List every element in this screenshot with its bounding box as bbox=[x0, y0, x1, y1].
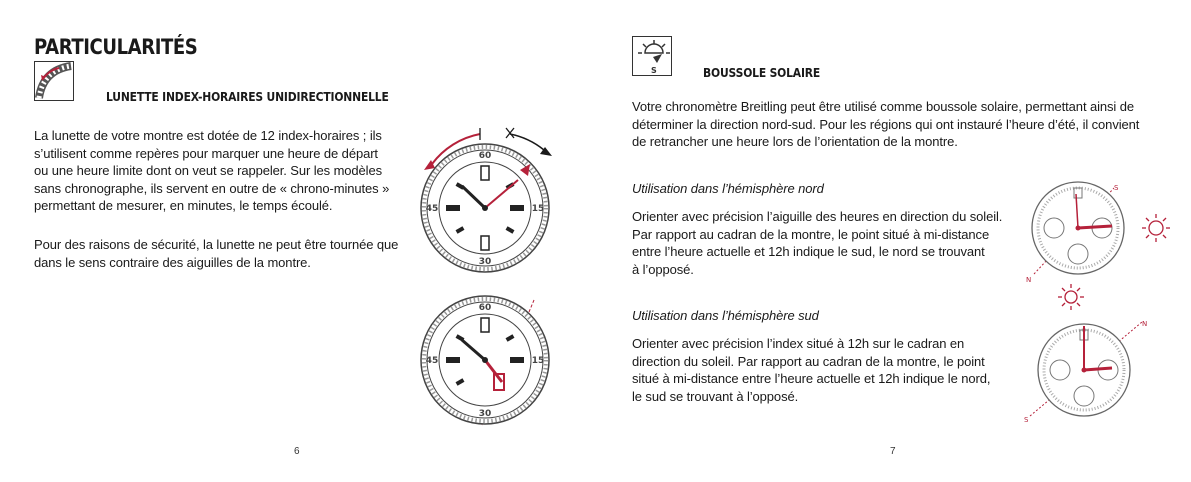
right-page bbox=[596, 0, 1191, 482]
bezel-icon bbox=[34, 61, 74, 101]
text-line: Orienter avec précision l’index situé à 12h sur le cadran en bbox=[632, 336, 965, 351]
bezel-label-60: 60 bbox=[478, 303, 492, 313]
sun-icon bbox=[1142, 214, 1170, 242]
sun-icon bbox=[1056, 282, 1086, 312]
sun-compass-intro bbox=[632, 98, 1139, 151]
south-hemisphere-heading: Utilisation dans l’hémisphère sud bbox=[632, 308, 819, 323]
bezel-label-60: 60 bbox=[478, 151, 492, 161]
bezel-label-15: 15 bbox=[531, 356, 545, 366]
text-line: dans le sens contraire des aiguilles de la montre. bbox=[34, 254, 311, 270]
text-line: de retrancher une heure lors de l’orientation de la montre. bbox=[632, 134, 958, 149]
north-hemisphere-instructions bbox=[632, 208, 1002, 278]
sun-compass-icon bbox=[632, 36, 672, 76]
text-line: Orienter avec précision l’aiguille des heures en direction du soleil. bbox=[632, 209, 1003, 224]
watch-bezel-marker-illustration bbox=[410, 290, 580, 440]
text-line: entre l’heure actuelle et 12h indique le sud, le nord se trouvant bbox=[632, 244, 985, 259]
bezel-label-45: 45 bbox=[425, 356, 439, 366]
compass-north-start-label: N bbox=[1026, 276, 1032, 284]
north-hemisphere-heading: Utilisation dans l’hémisphère nord bbox=[632, 181, 824, 196]
left-page bbox=[0, 0, 595, 482]
text-line: permettant de mesurer, en minutes, le temps écoulé. bbox=[34, 198, 333, 213]
text-line: Pour des raisons de sécurité, la lunette ne peut être tournée que bbox=[34, 237, 399, 252]
section-title-sun-compass: BOUSSOLE SOLAIRE bbox=[703, 65, 821, 80]
bezel-label-30: 30 bbox=[478, 409, 492, 419]
compass-south-start-label: S bbox=[1024, 416, 1029, 424]
page-title: PARTICULARITÉS bbox=[34, 35, 198, 59]
text-line: s’utilisent comme repères pour marquer une heure de départ bbox=[34, 145, 378, 161]
text-line: déterminer la direction nord-sud. Pour les régions qui ont instauré l’heure d’été, il convient bbox=[632, 116, 1140, 132]
compass-north-end-label: S bbox=[1114, 184, 1119, 192]
south-hemisphere-instructions bbox=[632, 335, 990, 405]
text-line: à l’opposé. bbox=[632, 261, 694, 277]
text-line: Par rapport au cadran de la montre, le point situé à mi-distance bbox=[632, 226, 990, 242]
bezel-safety-note bbox=[34, 236, 398, 271]
text-line: Votre chronomètre Breitling peut être utilisé comme boussole solaire, permettant ainsi de bbox=[632, 99, 1134, 114]
text-line: sans chronographe, ils servent en outre de « chrono-minutes » bbox=[34, 180, 390, 196]
north-hemisphere-watch-illustration bbox=[1024, 178, 1184, 288]
south-hemisphere-watch-illustration bbox=[1024, 316, 1154, 426]
text-line: situé à mi-distance entre l’heure actuelle et 12h indique le nord, bbox=[632, 371, 991, 386]
bezel-label-45: 45 bbox=[425, 204, 439, 214]
text-line: direction du soleil. Par rapport au cadran de la montre, le point bbox=[632, 353, 985, 369]
sun-compass-icon-letter: S bbox=[651, 66, 657, 75]
text-line: ou une heure limite dont on veut se rappeler. Sur les modèles bbox=[34, 163, 383, 178]
bezel-icon-graphic bbox=[35, 62, 75, 102]
text-line: La lunette de votre montre est dotée de 12 index-horaires ; ils bbox=[34, 128, 382, 143]
bezel-label-15: 15 bbox=[531, 204, 545, 214]
page-number: 7 bbox=[890, 446, 896, 457]
text-line: le sud se trouvant à l’opposé. bbox=[632, 388, 799, 404]
page-number: 6 bbox=[294, 446, 300, 457]
section-title-bezel: LUNETTE INDEX-HORAIRES UNIDIRECTIONNELLE bbox=[106, 89, 389, 104]
compass-south-end-label: N bbox=[1142, 320, 1148, 328]
watch-bezel-rotation-illustration bbox=[410, 122, 580, 292]
bezel-description bbox=[34, 127, 389, 215]
sun-compass-icon-graphic bbox=[633, 37, 673, 77]
bezel-label-30: 30 bbox=[478, 257, 492, 267]
